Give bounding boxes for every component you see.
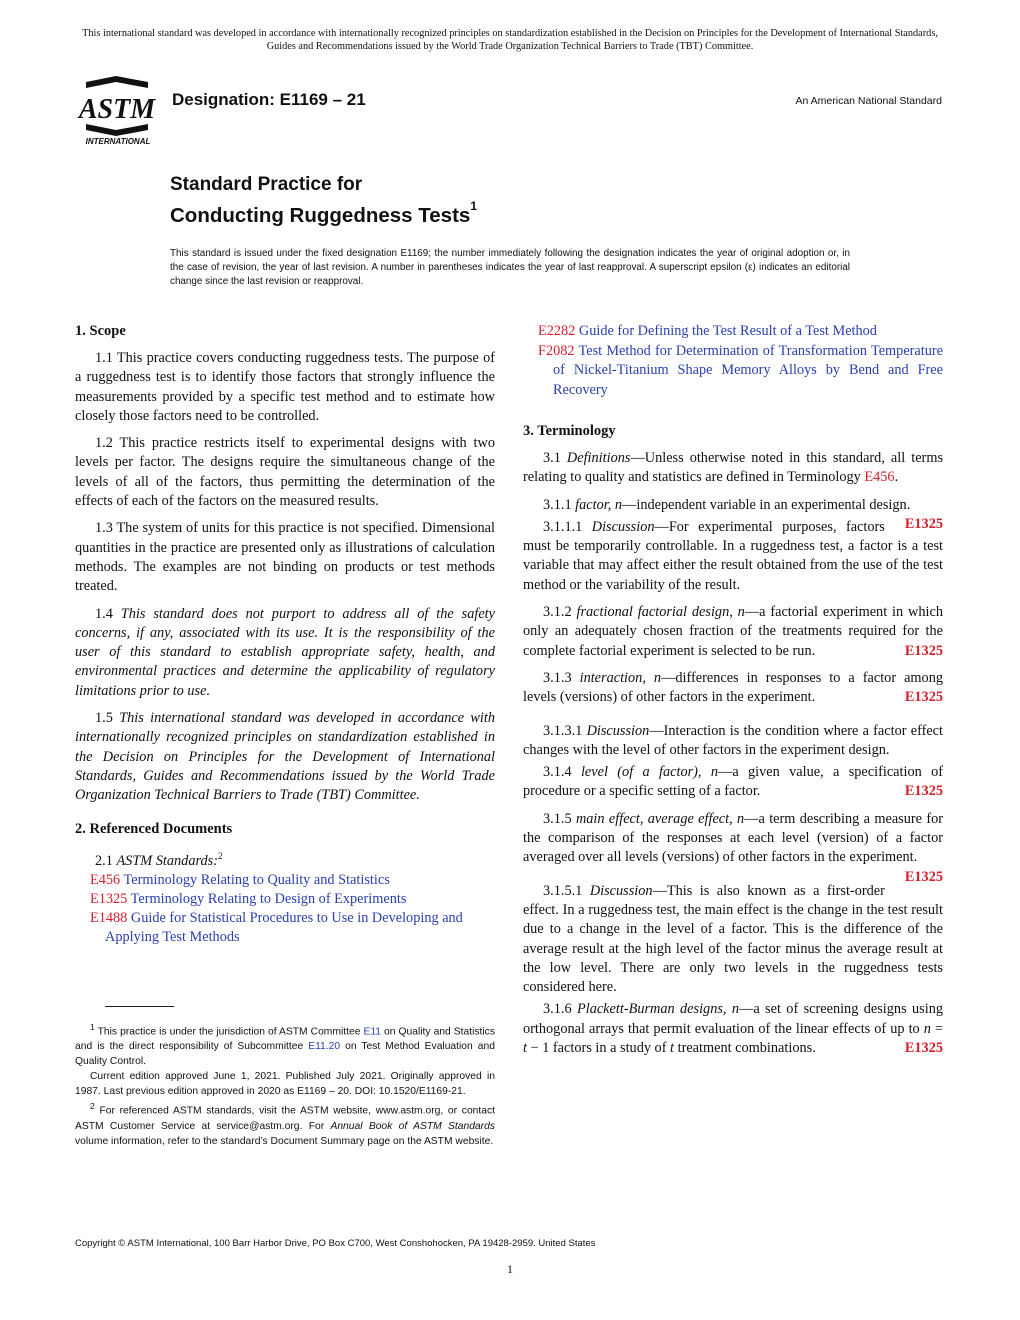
term-3-1-1-1: 3.1.1.1 Discussion—For experimental purposes, factors must be temporarily controllable. In a ruggedness test, a factor is a test variable that may affect either the result obtained from the use of the test method or the variability of the result. <box>523 518 943 593</box>
scope-1-3: 1.3 The system of units for this practice is not specified. Dimensional quantities in the practice are presented only as illustrations of calculation methods. The examples are not binding on products or test methods treated. <box>75 520 495 595</box>
term-3-1-3-1: 3.1.3.1 Discussion—Interaction is the condition where a factor effect changes with the level of other factors in the experiment design. <box>523 722 944 758</box>
title-line-2: Conducting Ruggedness Tests$^1$ <box>170 199 477 227</box>
ref-item-f2082[interactable]: F2082 Test Method for Determination of Transformation Temperature of Nickel-Titanium Shape Memory Alloys by Bend and Free Recovery <box>538 342 943 398</box>
left-column <box>75 322 495 947</box>
term-3-1-4: 3.1.4 level (of a factor), n—a given value, a specification of procedure or a specific setting of a factor. E1325 <box>523 763 943 802</box>
term-3-1: 3.1 Definitions—Unless otherwise noted in this standard, all terms relating to quality and statistics are defined in Terminology E456. <box>523 450 944 486</box>
terminology-heading: 3. Terminology <box>523 423 616 439</box>
source-tag[interactable]: E1325 <box>904 783 943 800</box>
ref-item-e456[interactable]: E456 Terminology Relating to Quality and Statistics <box>90 871 390 888</box>
source-tag[interactable]: E1325 <box>904 642 943 659</box>
page-number: 1 <box>507 1262 513 1276</box>
term-3-1-2: 3.1.2 fractional factorial design, n—a factorial experiment in which only an adequately chosen fraction of the treatments required for the complete factorial experiment is selected to be run. E1325 <box>523 603 943 661</box>
document-title <box>170 173 477 229</box>
ref-item-e2282[interactable]: E2282 Guide for Defining the Test Result of a Test Method <box>538 323 877 339</box>
right-column <box>523 322 943 1066</box>
logo-text: ASTM <box>78 94 156 125</box>
link-e11-20[interactable]: E11.20 <box>308 1041 341 1053</box>
copyright: Copyright © ASTM International, 100 Barr Harbor Drive, PO Box C700, West Conshohocken, PA 19428-2959. United States <box>75 1238 596 1249</box>
scope-heading: 1. Scope <box>75 323 126 339</box>
link-e456[interactable]: E456 <box>864 469 895 486</box>
source-tag[interactable]: E1325 <box>904 868 943 885</box>
referenced-docs-heading: 2. Referenced Documents <box>75 820 233 837</box>
term-3-1-5: 3.1.5 main effect, average effect, n—a term describing a measure for the comparison of the responses at each level (version) of a factor averaged over all levels (versions) of other factors in the experiment. E1325 <box>523 810 943 868</box>
footnotes <box>75 1020 495 1149</box>
term-3-1-3: 3.1.3 interaction, n—differences in responses to a factor among levels (versions) of other factors in the experiment. E1325 <box>523 669 943 708</box>
term-3-1-5-1: 3.1.5.1 Discussion—This is also known as a first-order effect. In a ruggedness test, the main effect is the change in the test result due to a change in the level of a factor. This is the difference of the average result at the high level of the factor minus the average result at the low level. There are only two levels in the ruggedness tests considered here. <box>523 882 943 996</box>
title-footnote-mark[interactable]: 1 <box>470 199 477 213</box>
source-tag[interactable]: E1325 <box>904 689 943 706</box>
term-3-1-6: 3.1.6 Plackett-Burman designs, n—a set of screening designs using orthogonal arrays that permit evaluation of the linear effects of up to n = t − 1 factors in a study of t treatment combinations. E1325 <box>523 1000 943 1058</box>
national-standard-label: An American National Standard <box>795 95 942 107</box>
source-tag[interactable]: E1325 <box>904 1040 943 1057</box>
footnote-2: $^2$ For referenced ASTM standards, visit the ASTM website, www.astm.org, or contact ASTM Customer Service at service@astm.org. For Annual Book of ASTM Standards volume information, refer to the standard’s Document Summary page on the ASTM website. <box>75 1101 495 1147</box>
top-notice: This international standard was developed in accordance with internationally recognized principles on standardization established in the Decision on Principles for the Development of International Standards, Guides and Recommendations issued by the World Trade Organization Technical Barriers to Trade (TBT) Committee. <box>82 28 938 52</box>
ref-item-e1488[interactable]: E1488 Guide for Statistical Procedures to Use in Developing and Applying Test Methods <box>90 909 463 945</box>
footnote-rule <box>105 1006 174 1007</box>
scope-1-1: 1.1 This practice covers conducting ruggedness tests. The purpose of a ruggedness test is to identify those factors that strongly influence the measurements provided by a specific test method and to estimate how closely those factors need to be controlled. <box>75 350 495 424</box>
ref-item-e1325[interactable]: E1325 Terminology Relating to Design of Experiments <box>90 890 407 907</box>
source-tag[interactable]: E1325 <box>904 515 943 532</box>
footnote-1-edition: Current edition approved June 1, 2021. Published July 2021. Originally approved in 1987. Last previous edition approved in 2020 as E1169 – 20. DOI: 10.1520/E1169-21. <box>75 1071 495 1098</box>
designation: Designation: E1169 – 21 <box>172 90 366 109</box>
scope-1-2: 1.2 This practice restricts itself to experimental designs with two levels per factor. The designs require the simultaneous change of the levels of all of the factors, thus permitting the determination of the effects of each of the factors on the measured results. <box>75 435 495 510</box>
scope-1-4: 1.4 This standard does not purport to address all of the safety concerns, if any, associated with its use. It is the responsibility of the user of this standard to establish appropriate safety, health, and environmental practices and determine the applicability of regulatory limitations prior to use. <box>75 605 495 699</box>
referenced-2-1: 2.1 ASTM Standards:$^2$ <box>95 850 223 869</box>
scope-1-5: 1.5 This international standard was developed in accordance with internationally recognized principles on standardization established in the Decision on Principles for the Development of International Standards, Guides and Recommendations issued by the World Trade Organization Technical Barriers to Trade (TBT) Committee. <box>75 710 496 804</box>
term-3-1-1: 3.1.1 factor, n—independent variable in an experimental design. E1325 <box>523 496 943 515</box>
link-e11[interactable]: E11 <box>363 1026 382 1038</box>
astm-logo <box>72 74 162 146</box>
issue-note: This standard is issued under the fixed designation E1169; the number immediately following the designation indicates the year of original adoption or, in the case of revision, the year of last revision. A number in parentheses indicates the year of last reapproval. A superscript epsilon (ε) indicates an editorial change since the last revision or reapproval. <box>170 248 850 287</box>
footnote-1: $^1$ This practice is under the jurisdiction of ASTM Committee E11 on Quality and Statistics and is the direct responsibility of Subcommittee E11.20 on Test Method Evaluation and Quality Control. <box>75 1022 495 1068</box>
logo-subtext: INTERNATIONAL <box>85 137 151 146</box>
title-line-1: Standard Practice for <box>170 174 363 195</box>
